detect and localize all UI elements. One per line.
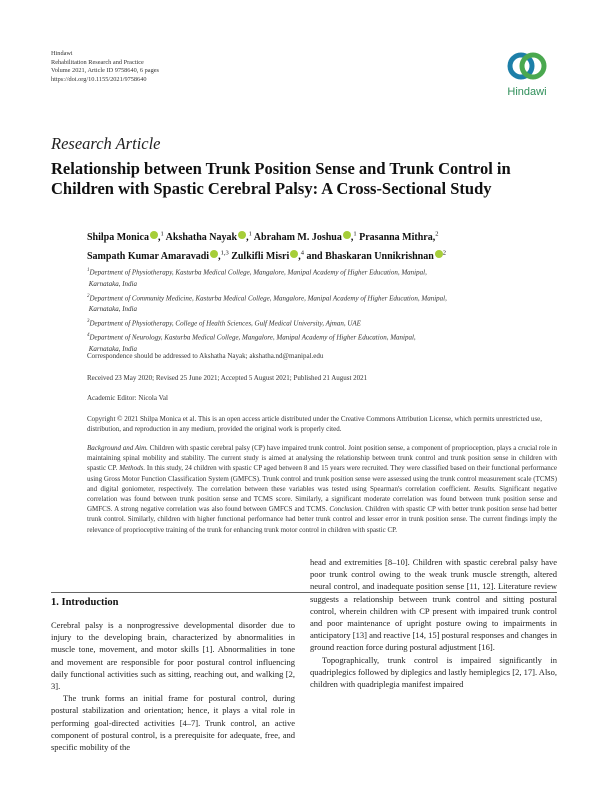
- left-column: [51, 619, 295, 753]
- logo-text: Hindawi: [507, 86, 547, 98]
- paragraph: head and extremities [8–10]. Children with spastic cerebral palsy have poor trunk control owing to the weak trunk muscle strength, altered neural control, and inadequate position sense [11, 12]. Literature review suggests a relationship between trunk control and sitting postural control, wherein children with CP present with impaired trunk control and poor maintenance of upright posture owing to impairments in anticipatory [13] and reactive [14, 15] postural responses and changes in ground reaction force during postural adjustment [16].: [310, 557, 557, 653]
- paragraph: The trunk forms an initial frame for postural control, during postural stabilization and orientation; hence, it plays a vital role in performing goal-directed activities [4–7]. Trunk control, an active component of postural control, is a prerequisite for adequate, free, and specific mobility of the: [51, 693, 295, 753]
- affiliation: $^4$Department of Neurology, Kasturba Medical College, Mangalore, Manipal Academy of Higher Education, Manipal, Karnataka, India: [87, 332, 416, 353]
- author[interactable]: Prasanna Mithra,$^2$: [359, 231, 439, 244]
- orcid-icon[interactable]: [150, 231, 158, 239]
- affiliation: $^2$Department of Community Medicine, Kasturba Medical College, Mangalore, Manipal Academy of Higher Education, Manipal, Karnataka, India: [87, 293, 447, 314]
- paper-title: Relationship between Trunk Position Sense and Trunk Control in Children with Spastic Cerebral Palsy: A Cross-Sectional Study: [51, 159, 511, 198]
- author[interactable]: Zulkifli Misri ,$^4$: [231, 249, 304, 262]
- orcid-icon[interactable]: [210, 250, 218, 258]
- affiliation: $^1$Department of Physiotherapy, Kasturba Medical College, Mangalore, Manipal Academy of Higher Education, Manipal, Karnataka, India: [87, 268, 427, 288]
- affiliation: $^3$Department of Physiotherapy, College of Health Sciences, Gulf Medical University, Ajman, UAE: [87, 319, 361, 328]
- author[interactable]: Akshatha Nayak ,$^1$: [165, 231, 252, 244]
- orcid-icon[interactable]: [435, 250, 443, 258]
- section-heading: 1. Introduction: [51, 597, 119, 608]
- orcid-icon[interactable]: [238, 231, 246, 239]
- author-list: [87, 227, 557, 264]
- author[interactable]: Abraham M. Joshua ,$^1$: [253, 231, 357, 244]
- journal-publisher: Hindawi: [51, 50, 73, 57]
- article-type: Research Article: [51, 134, 161, 153]
- author[interactable]: Sampath Kumar Amaravadi ,$^{1,3}$: [87, 249, 229, 262]
- right-column: [310, 556, 557, 690]
- academic-editor: Academic Editor: Nicola Val: [87, 394, 168, 402]
- journal-info: [51, 50, 159, 84]
- abstract: Background and Aim. Children with spastic cerebral palsy (CP) have impaired trunk control. Joint position sense, a component of proprioception, plays a crucial role in maintaining spinal mobility and stability. The current study is aimed at analysing the relationship between trunk control and trunk position sense in children with spastic CP. Methods. In this study, 24 children with spastic CP aged between 8 and 15 years were recruited. They were classified based on their functional performance using Gross Motor Function Classification System (GMFCS). Trunk control and trunk position sense were assessed using the trunk control measurement scale (TCMS) and digital goniometer, respectively. The correlation between these variables was tested using Spearman's correlation coefficient. Results. Significant negative correlation was found between trunk position sense and TCMS score. Similarly, a significant moderate correlation was found between trunk position sense and GMFCS. A strong negative correlation was also found between GMFCS and TCMS. Conclusion. Children with spastic CP with better trunk position sense had better trunk control. Similarly, children with higher functional performance had better trunk control and lesser error in trunk position sense. The current findings imply the relevance of proprioceptive training of the trunk for enhancing trunk motor control in children with spastic CP.: [87, 444, 558, 534]
- orcid-icon[interactable]: [290, 250, 298, 258]
- correspondence: Correspondence should be addressed to Akshatha Nayak; akshatha.nd@manipal.edu: [87, 352, 324, 360]
- journal-name: Rehabilitation Research and Practice: [51, 58, 144, 66]
- journal-doi[interactable]: https://doi.org/10.1155/2021/9758640: [51, 75, 147, 83]
- publication-dates: Received 23 May 2020; Revised 25 June 2021; Accepted 5 August 2021; Published 21 August 2021: [87, 374, 368, 382]
- paragraph: Topographically, trunk control is impaired significantly in quadriplegics followed by diplegics and lastly hemiplegics [2, 17]. Also, children with quadriplegia manifest impaired: [310, 654, 557, 690]
- orcid-icon[interactable]: [343, 231, 351, 239]
- author[interactable]: Shilpa Monica ,$^1$: [87, 231, 164, 244]
- hindawi-logo-icon: [506, 48, 548, 84]
- publisher-logo: [497, 48, 557, 98]
- journal-volume: Volume 2021, Article ID 9758640, 6 pages: [51, 67, 159, 75]
- paragraph: Cerebral palsy is a nonprogressive developmental disorder due to injury to the developing brain, characterized by abnormalities in muscle tone, movement, and motor skills [1]. Abnormalities in tone and movement are responsible for poor postural control influencing daily functional activities such as sitting, reaching out, and walking [2, 3].: [51, 620, 295, 692]
- author[interactable]: and Bhaskaran Unnikrishnan $^2$: [306, 249, 447, 262]
- copyright: Copyright © 2021 Shilpa Monica et al. This is an open access article distributed under the Creative Commons Attribution License, which permits unrestricted use, distribution, and reproduction in any medium, provided the original work is properly cited.: [87, 415, 543, 434]
- affiliations: [87, 265, 557, 355]
